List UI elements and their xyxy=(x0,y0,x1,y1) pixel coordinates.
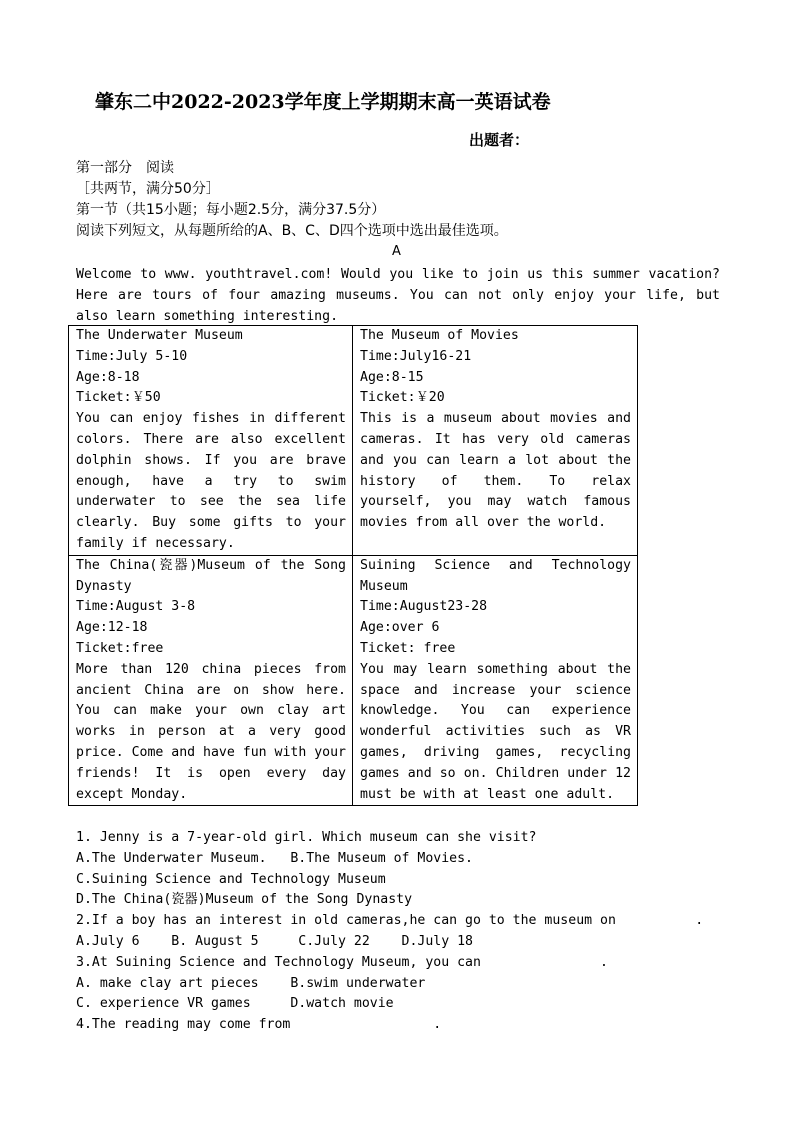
museum-ticket: Ticket: free xyxy=(360,640,456,656)
question-2: 2.If a boy has an interest in old cameras,he can go to the museum on . xyxy=(76,913,704,929)
museum-time: Time:August23-28 xyxy=(360,599,488,615)
instruction: 阅读下列短文，从每题所给的A、B、C、D四个选项中选出最佳选项。 xyxy=(76,223,508,239)
museum-desc: This is a museum about movies and cameras. It has very old cameras and you can learn a lot about the history of them. To relax yourself, you may watch famous movies from all over the world. xyxy=(360,411,631,531)
museum-cell xyxy=(69,555,353,806)
museum-ticket: Ticket:free xyxy=(76,640,164,656)
museum-cell xyxy=(69,326,353,556)
question-2-options: A.July 6 B. August 5 C.July 22 D.July 18 xyxy=(76,933,473,949)
museum-cell xyxy=(353,326,638,556)
question-1-options-ab: A.The Underwater Museum. B.The Museum of Movies. xyxy=(76,850,473,866)
part-note: ［共两节，满分50分］ xyxy=(76,181,220,197)
museum-desc: More than 120 china pieces from ancient China are on show here. You can make your own clay art works in person at a very good price. Come and have fun with your friends! It is open every day except Monday. xyxy=(76,661,346,802)
part-heading: 第一部分 阅读 xyxy=(76,160,174,176)
passage-intro: Welcome to www. youthtravel.com! Would you like to join us this summer vacation? Here are tours of four amazing museums. You can not only enjoy your life, but also learn something interesting. xyxy=(76,267,720,324)
section-heading: 第一节（共15小题；每小题2.5分，满分37.5分） xyxy=(76,202,386,218)
exam-title: 肇东二中2022-2023学年度上学期期末高一英语试卷 xyxy=(95,91,551,113)
museum-name: The China(瓷器)Museum of the Song Dynasty xyxy=(76,557,346,594)
museum-cell xyxy=(353,555,638,806)
museum-name: Suining Science and Technology Museum xyxy=(360,557,631,594)
question-3-options-ab: A. make clay art pieces B.swim underwater xyxy=(76,975,426,991)
question-list xyxy=(76,828,703,1036)
museum-age: Age:over 6 xyxy=(360,620,440,636)
museum-ticket: Ticket:￥20 xyxy=(360,390,445,406)
museum-age: Age:12-18 xyxy=(76,620,148,636)
question-3: 3.At Suining Science and Technology Museum, you can . xyxy=(76,954,608,970)
question-4: 4.The reading may come from . xyxy=(76,1017,442,1033)
museum-table xyxy=(68,325,638,806)
passage-label: A xyxy=(392,244,401,259)
museum-ticket: Ticket:￥50 xyxy=(76,390,161,406)
table-row xyxy=(69,326,638,556)
museum-age: Age:8-18 xyxy=(76,369,140,385)
museum-desc: You may learn something about the space and increase your science knowledge. You can experience wonderful activities such as VR games, driving games, recycling games and so on. Children under 12 must be with at least one adult. xyxy=(360,661,631,802)
question-1-option-d: D.The China(瓷器)Museum of the Song Dynasty xyxy=(76,892,413,908)
table-row xyxy=(69,555,638,806)
museum-time: Time:August 3-8 xyxy=(76,599,196,615)
question-1: 1. Jenny is a 7-year-old girl. Which museum can she visit? xyxy=(76,830,537,845)
museum-desc: You can enjoy fishes in different colors. There are also excellent dolphin shows. If you are brave enough, have a try to swim underwater to see the sea life clearly. Buy some gifts to your family if necessary. xyxy=(76,411,346,551)
museum-name: The Underwater Museum xyxy=(76,328,243,343)
museum-time: Time:July 5-10 xyxy=(76,348,188,364)
museum-time: Time:July16-21 xyxy=(360,348,472,364)
museum-age: Age:8-15 xyxy=(360,369,424,385)
museum-name: The Museum of Movies xyxy=(360,328,519,343)
question-1-option-c: C.Suining Science and Technology Museum xyxy=(76,871,386,887)
author-label: 出题者： xyxy=(469,131,530,149)
question-3-options-cd: C. experience VR games D.watch movie xyxy=(76,996,394,1012)
